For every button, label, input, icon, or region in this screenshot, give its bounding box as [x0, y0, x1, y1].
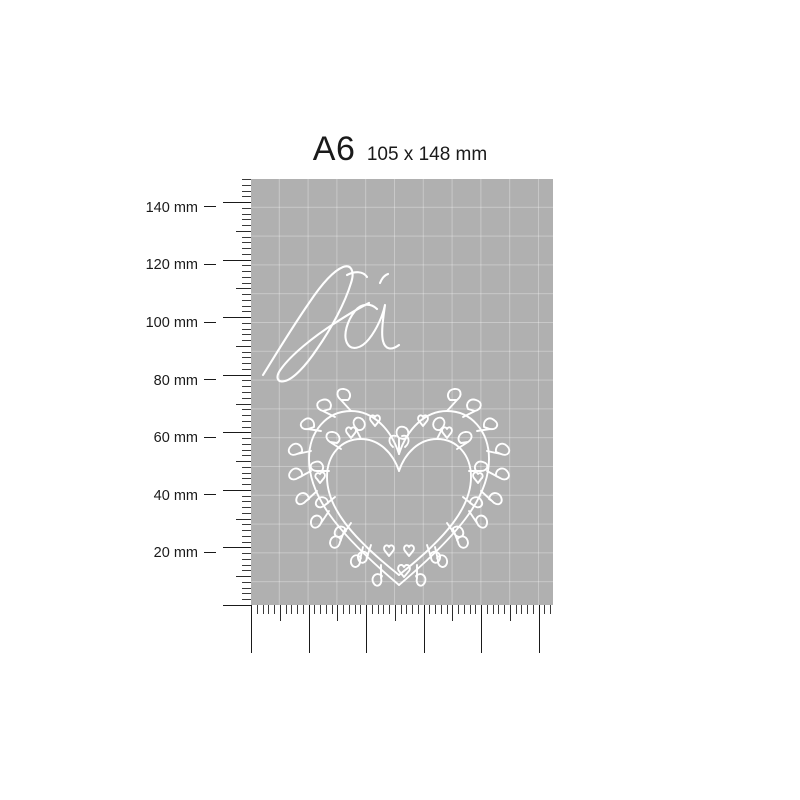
- ruler-tick: [223, 547, 251, 548]
- ruler-tick: [242, 409, 251, 410]
- ruler-tick: [223, 432, 251, 433]
- ruler-tick: [447, 605, 448, 614]
- sheet-grid: [251, 179, 553, 605]
- ruler-tick: [236, 519, 251, 520]
- ruler-tick: [223, 605, 251, 606]
- ruler-label: [154, 545, 216, 561]
- ruler-tick: [242, 415, 251, 416]
- ruler-tick: [435, 605, 436, 614]
- ruler-tick: [223, 490, 251, 491]
- ruler-tick: [242, 501, 251, 502]
- ruler-tick: [242, 570, 251, 571]
- ruler-tick: [429, 605, 430, 614]
- ruler-tick: [242, 473, 251, 474]
- ruler-tick: [475, 605, 476, 614]
- ruler-tick: [242, 467, 251, 468]
- ruler-tick: [464, 605, 465, 614]
- ruler-tick: [274, 605, 275, 614]
- ruler-label-text: 140 mm: [145, 199, 198, 216]
- ruler-label: [154, 430, 216, 446]
- ruler-label: [154, 373, 216, 389]
- ruler-tick: [242, 392, 251, 393]
- ruler-tick: [510, 605, 511, 621]
- ruler-tick: [236, 576, 251, 577]
- ruler-tick: [242, 588, 251, 589]
- ruler-tick: [493, 605, 494, 614]
- ruler-label-dash: [204, 552, 216, 553]
- ruler-tick: [242, 593, 251, 594]
- ruler-tick: [504, 605, 505, 614]
- page-title: [0, 130, 800, 169]
- ruler-tick: [242, 352, 251, 353]
- ruler-tick: [242, 265, 251, 266]
- ruler-tick: [223, 375, 251, 376]
- ruler-tick: [527, 605, 528, 614]
- ruler-tick: [452, 605, 453, 621]
- ruler-tick: [223, 260, 251, 261]
- ruler-tick: [242, 196, 251, 197]
- ruler-tick: [242, 484, 251, 485]
- ruler-tick: [236, 346, 251, 347]
- ruler-tick: [242, 582, 251, 583]
- ruler-tick: [268, 605, 269, 614]
- ruler-tick: [223, 317, 251, 318]
- ruler-tick: [251, 605, 252, 653]
- ruler-tick: [424, 605, 425, 653]
- ruler-tick: [242, 369, 251, 370]
- ruler-tick: [242, 254, 251, 255]
- ruler-tick: [242, 444, 251, 445]
- ruler-label: [154, 488, 216, 504]
- ruler-tick: [242, 530, 251, 531]
- ruler-tick: [516, 605, 517, 614]
- ruler-tick: [242, 513, 251, 514]
- ruler-tick: [242, 191, 251, 192]
- ruler-label-text: 120 mm: [145, 257, 198, 274]
- ruler-tick: [242, 380, 251, 381]
- ruler-tick: [498, 605, 499, 614]
- sheet-area: [251, 179, 553, 605]
- horizontal-ruler: [251, 605, 553, 653]
- ruler-label-text: 40 mm: [153, 487, 198, 504]
- ruler-tick: [242, 311, 251, 312]
- ruler-tick: [378, 605, 379, 614]
- ruler-tick: [303, 605, 304, 614]
- ruler-tick: [389, 605, 390, 614]
- ruler-tick: [242, 565, 251, 566]
- ruler-tick: [242, 219, 251, 220]
- ruler-label-text: 20 mm: [153, 545, 198, 562]
- ruler-tick: [242, 237, 251, 238]
- vertical-ruler-labels: [120, 179, 216, 605]
- ruler-tick: [242, 323, 251, 324]
- ruler-tick: [355, 605, 356, 614]
- ruler-label: [146, 200, 216, 216]
- ruler-tick: [242, 438, 251, 439]
- ruler-label: [146, 315, 216, 331]
- ruler-tick: [236, 231, 251, 232]
- ruler-tick: [297, 605, 298, 614]
- ruler-label-dash: [204, 437, 216, 438]
- ruler-tick: [223, 202, 251, 203]
- ruler-tick: [242, 363, 251, 364]
- ruler-tick: [242, 294, 251, 295]
- ruler-label-dash: [204, 322, 216, 323]
- ruler-label: [146, 257, 216, 273]
- ruler-tick: [242, 478, 251, 479]
- ruler-label-dash: [204, 264, 216, 265]
- ruler-label-dash: [204, 206, 216, 207]
- format-dimensions: 105 x 148 mm: [366, 144, 488, 165]
- ruler-tick: [326, 605, 327, 614]
- ruler-tick: [412, 605, 413, 614]
- ruler-tick: [257, 605, 258, 614]
- ruler-tick: [533, 605, 534, 614]
- ruler-tick: [242, 283, 251, 284]
- ruler-tick: [544, 605, 545, 614]
- ruler-tick: [236, 288, 251, 289]
- ruler-tick: [418, 605, 419, 614]
- ruler-tick: [242, 306, 251, 307]
- ruler-tick: [314, 605, 315, 614]
- ruler-tick: [242, 536, 251, 537]
- ruler-tick: [383, 605, 384, 614]
- ruler-tick: [242, 179, 251, 180]
- ruler-tick: [349, 605, 350, 614]
- ruler-tick: [242, 559, 251, 560]
- ruler-tick: [360, 605, 361, 614]
- ruler-tick: [242, 386, 251, 387]
- ruler-tick: [280, 605, 281, 621]
- ruler-tick: [242, 496, 251, 497]
- ruler-tick: [242, 599, 251, 600]
- ruler-tick: [242, 277, 251, 278]
- ruler-tick: [236, 461, 251, 462]
- ruler-tick: [242, 271, 251, 272]
- ruler-tick: [242, 242, 251, 243]
- ruler-tick: [366, 605, 367, 653]
- ruler-label-dash: [204, 494, 216, 495]
- ruler-tick: [242, 450, 251, 451]
- ruler-tick: [263, 605, 264, 614]
- ruler-tick: [470, 605, 471, 614]
- ruler-label-text: 80 mm: [153, 372, 198, 389]
- ruler-tick: [406, 605, 407, 614]
- ruler-tick: [242, 300, 251, 301]
- ruler-tick: [487, 605, 488, 614]
- ruler-tick: [242, 421, 251, 422]
- ruler-tick: [242, 455, 251, 456]
- ruler-tick: [521, 605, 522, 614]
- ruler-tick: [286, 605, 287, 614]
- ruler-tick: [242, 542, 251, 543]
- ruler-tick: [242, 214, 251, 215]
- ruler-tick: [395, 605, 396, 621]
- ruler-tick: [242, 507, 251, 508]
- ruler-label-text: 100 mm: [145, 315, 198, 331]
- ruler-tick: [242, 329, 251, 330]
- ruler-tick: [343, 605, 344, 614]
- ruler-label-text: 60 mm: [153, 430, 198, 447]
- format-name: A6: [312, 130, 356, 168]
- ruler-tick: [458, 605, 459, 614]
- vertical-ruler: [223, 179, 251, 605]
- ruler-label-dash: [204, 379, 216, 380]
- ruler-tick: [242, 185, 251, 186]
- ruler-tick: [291, 605, 292, 614]
- ruler-tick: [309, 605, 310, 653]
- ruler-tick: [242, 398, 251, 399]
- ruler-tick: [242, 357, 251, 358]
- ruler-tick: [242, 553, 251, 554]
- ruler-tick: [242, 340, 251, 341]
- ruler-tick: [320, 605, 321, 614]
- ruler-tick: [242, 427, 251, 428]
- ruler-tick: [337, 605, 338, 621]
- ruler-tick: [242, 524, 251, 525]
- ruler-tick: [332, 605, 333, 614]
- ruler-tick: [242, 225, 251, 226]
- ruler-tick: [242, 208, 251, 209]
- ruler-tick: [242, 248, 251, 249]
- ruler-tick: [550, 605, 551, 614]
- ruler-tick: [401, 605, 402, 614]
- ruler-tick: [441, 605, 442, 614]
- ruler-tick: [539, 605, 540, 653]
- ruler-tick: [242, 334, 251, 335]
- ruler-tick: [372, 605, 373, 614]
- ruler-tick: [481, 605, 482, 653]
- ruler-tick: [236, 404, 251, 405]
